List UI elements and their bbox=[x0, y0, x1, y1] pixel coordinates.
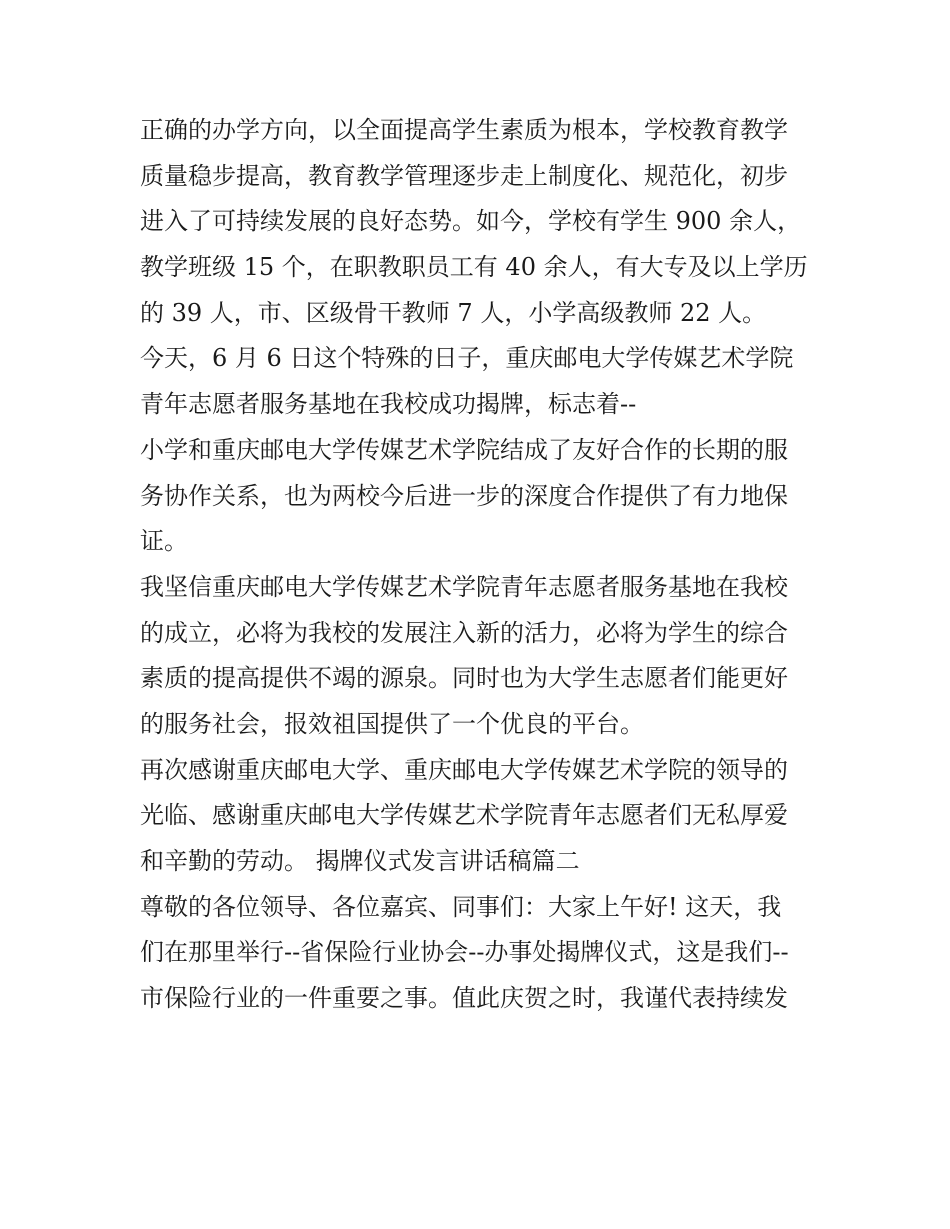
document-body bbox=[140, 108, 820, 1022]
text-line-18: 尊敬的各位领导、各位嘉宾、同事们：大家上午好! 这天，我 bbox=[140, 892, 782, 921]
text-line-5: 的 39 人，市、区级骨干教师 7 人，小学高级教师 22 人。 bbox=[140, 298, 767, 327]
text-line-3: 进入了可持续发展的良好态势。如今，学校有学生 900 余人， bbox=[140, 207, 802, 236]
text-line-4: 教学班级 15 个，在职教职员工有 40 余人，有大专及以上学历 bbox=[140, 253, 808, 282]
text-line-14: 的服务社会，报效祖国提供了一个优良的平台。 bbox=[140, 709, 644, 738]
text-line-9: 务协作关系，也为两校今后进一步的深度合作提供了有力地保 bbox=[140, 481, 788, 510]
text-line-13: 素质的提高提供不竭的源泉。同时也为大学生志愿者们能更好 bbox=[140, 664, 788, 693]
text-line-8: 小学和重庆邮电大学传媒艺术学院结成了友好合作的长期的服 bbox=[140, 435, 788, 464]
text-line-17: 和辛勤的劳动。 揭牌仪式发言讲话稿篇二 bbox=[140, 847, 580, 875]
text-line-15: 再次感谢重庆邮电大学、重庆邮电大学传媒艺术学院的领导的 bbox=[140, 755, 788, 784]
text-line-16: 光临、感谢重庆邮电大学传媒艺术学院青年志愿者们无私厚爱 bbox=[140, 801, 788, 830]
text-line-12: 的成立，必将为我校的发展注入新的活力，必将为学生的综合 bbox=[140, 618, 788, 647]
text-line-20: 市保险行业的一件重要之事。值此庆贺之时，我谨代表持续发 bbox=[140, 984, 788, 1013]
text-line-19: 们在那里举行--省保险行业协会--办事处揭牌仪式，这是我们-- bbox=[140, 938, 789, 967]
text-line-7: 青年志愿者服务基地在我校成功揭牌，标志着-- bbox=[140, 390, 637, 419]
text-line-11: 我坚信重庆邮电大学传媒艺术学院青年志愿者服务基地在我校 bbox=[140, 572, 788, 601]
text-line-10: 证。 bbox=[140, 527, 188, 556]
text-line-1: 正确的办学方向，以全面提高学生素质为根本，学校教育教学 bbox=[140, 116, 788, 144]
text-line-2: 质量稳步提高，教育教学管理逐步走上制度化、规范化，初步 bbox=[140, 161, 788, 190]
text-line-6: 今天，6 月 6 日这个特殊的日子，重庆邮电大学传媒艺术学院 bbox=[140, 344, 794, 373]
